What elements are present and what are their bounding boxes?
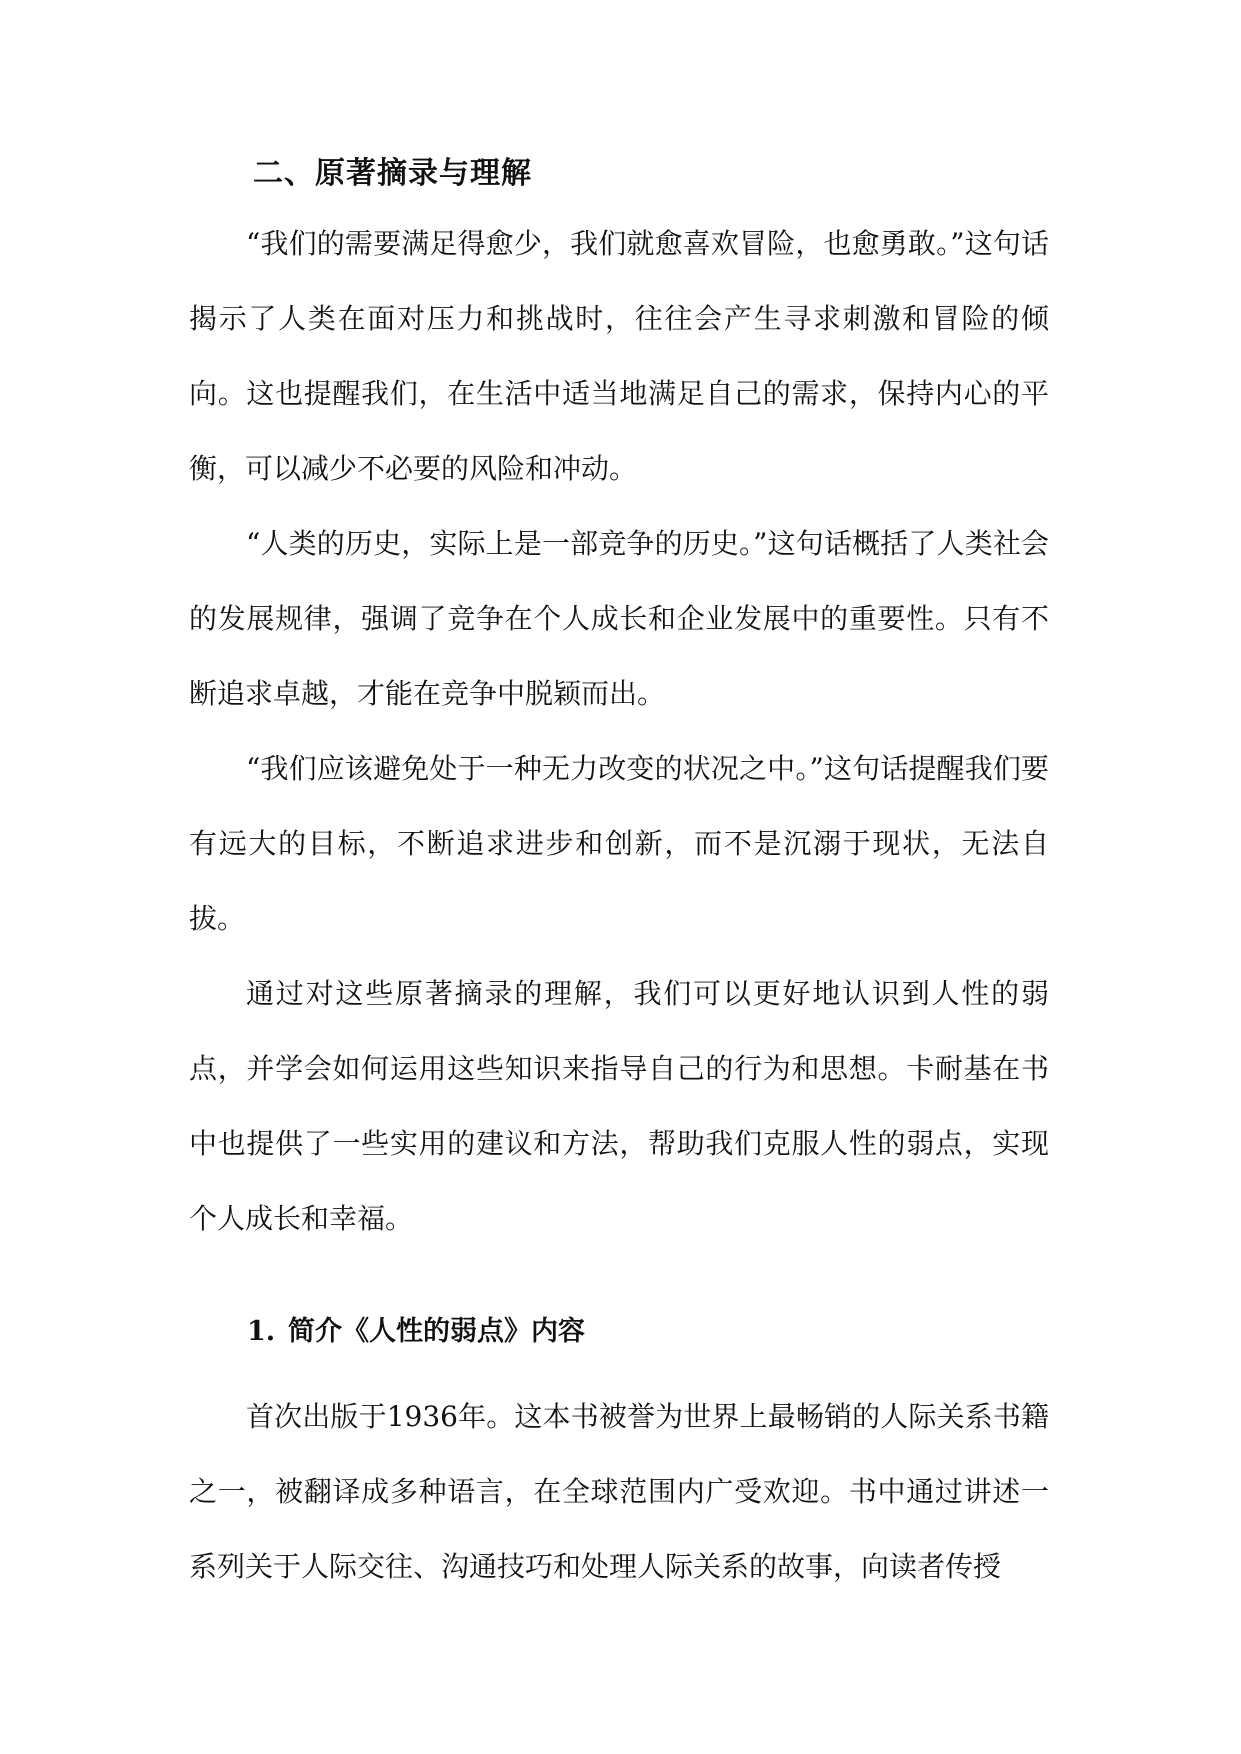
sub-section-title: 简介《人性的弱点》内容 bbox=[288, 1316, 585, 1347]
paragraph-quote-competition: “人类的历史，实际上是一部竞争的历史。”这句话概括了人类社会的发展规律，强调了竞争在个人成长和企业发展中的重要性。只有不断追求卓越，才能在竞争中脱颖而出。 bbox=[189, 527, 1049, 710]
paragraph-book-introduction: 首次出版于1936年。这本书被誉为世界上最畅销的人际关系书籍之一，被翻译成多种语言，在全球范围内广受欢迎。书中通过讲述一系列关于人际交往、沟通技巧和处理人际关系的故事，向读者传授 bbox=[189, 1400, 1049, 1583]
paragraph-quote-adventure: “我们的需要满足得愈少，我们就愈喜欢冒险，也愈勇敢。”这句话揭示了人类在面对压力和挑战时，往往会产生寻求刺激和冒险的倾向。这也提醒我们，在生活中适当地满足自己的需求，保持内心的平衡，可以减少不必要的风险和冲动。 bbox=[189, 227, 1049, 485]
page-content bbox=[189, 148, 1049, 1604]
paragraph-quote-helplessness: “我们应该避免处于一种无力改变的状况之中。”这句话提醒我们要有远大的目标，不断追求进步和创新，而不是沉溺于现状，无法自拔。 bbox=[189, 752, 1049, 935]
sub-section-number: 1. bbox=[247, 1316, 276, 1347]
section-heading: 二、原著摘录与理解 bbox=[253, 156, 532, 191]
paragraph-summary: 通过对这些原著摘录的理解，我们可以更好地认识到人性的弱点，并学会如何运用这些知识来指导自己的行为和思想。卡耐基在书中也提供了一些实用的建议和方法，帮助我们克服人性的弱点，实现个人成长和幸福。 bbox=[189, 977, 1049, 1235]
sub-section-heading bbox=[247, 1285, 1049, 1379]
